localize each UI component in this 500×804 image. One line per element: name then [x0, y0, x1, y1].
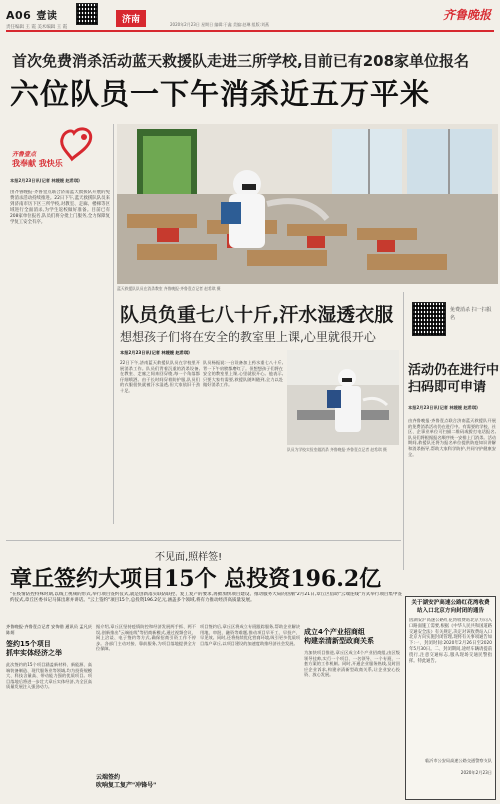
- sidebar-headline: [408, 362, 500, 396]
- lead-body-col1: 由齐鲁晚报·齐鲁壹点联合济南蓝天救援队开展的免费消杀活动持续推进。22日下午,蓝天救援队队员来到济南市历下区三所学校,对教室、走廊、楼梯等区域进行全面消杀,为学生返校做好准备。目前已有208家单位报名,队员们将分批上门服务,全力保障复学复工安全有序。: [10, 190, 110, 225]
- page-number: A06 壹读: [6, 9, 58, 22]
- bottom-col4-sub-line2: 构建亲清新型政商关系: [304, 637, 374, 645]
- lead-photo: [117, 124, 498, 284]
- bottom-col1-sub-line1: 签约15个项目: [6, 640, 51, 648]
- lead-headline: 六位队员一下午消杀近五万平米: [10, 77, 431, 111]
- second-body-b: 队员杨振说:一台设备加上药水重七八十斤,背一下午肩膀都磨红了。但想想孩子们将在安全的教室里上课,心里就很开心。他表示,只要大家有需要,救援队随叫随到,全力以赴做好消杀工作。: [203, 360, 283, 388]
- notice-signer: 临沂市公安局高速公路交通警察支队: [424, 758, 492, 763]
- logo-slogan: 我奉献 我快乐: [12, 159, 63, 168]
- lead-deck: 首次免费消杀活动蓝天救援队走进三所学校,目前已有208家单位报名: [12, 52, 470, 70]
- sidebar-byline: 本报2月23日讯(记者 林媛媛 赵希琪): [408, 405, 478, 410]
- bottom-kicker: 不见面,照样签!: [155, 552, 223, 563]
- campaign-logo: [10, 125, 110, 175]
- notice-date: 2020年2月23日: [460, 770, 492, 775]
- column-divider: [113, 124, 114, 524]
- bottom-col1-sub-line2: 抓牢实体经济之举: [6, 649, 62, 657]
- bottom-col2-sub-line2: 吹响复工复产"冲锋号": [96, 782, 157, 789]
- bottom-col3-body: 项目签约后,章丘区将成立专班跟踪服务,帮助企业解决用地、审批、融资等难题,推动项目早开工、早投产、早见效。同时,还将持续优化营商环境,吸引更多优质项目落户章丘,以项目建设的加速度助推经济社会发展。: [200, 624, 300, 646]
- lab-photo: [287, 350, 399, 445]
- traffic-notice: [405, 596, 496, 800]
- sidebar-divider: [403, 292, 404, 570]
- date-line: 2020年2月23日 星期日 编辑:于鑫 美编:赵琳 组版:刘燕: [170, 22, 269, 27]
- page-header: [6, 4, 67, 30]
- qr-code-icon: [76, 3, 98, 25]
- bottom-col2-body: 据介绍,章丘区坚持疫情防控和经济发展两手抓、两不误,创新推出"云端连线"等招商新模式,通过视频会议、网上洽谈、电子签约等方式,确保招商引资工作不停步。各部门主动对接、靠前服务,为项目落地提供全方位保障。: [96, 624, 196, 652]
- second-body-a: 22日下午,济南蓝天救援队队员在学校里开展消杀工作。队员们背着沉重的消杀设备,在教室、走廊之间来回穿梭,每一个角落都仔细喷洒。由于长时间穿着防护服,队员们的衣服很快就被汗水湿透,但大家依旧干劲十足。: [120, 360, 200, 393]
- sidebar-body: 由齐鲁晚报·齐鲁壹点联合济南蓝天救援队开展的免费消杀活动仍在进行中。有需要的学校、社区、企事业单位可扫描二维码或拨打电话报名,队员们将根据报名顺序统一安排上门消杀。活动期间,救援队还将为报名单位提供防疫知识讲解和消杀指导,帮助大家科学防护,共同守护健康安全。: [408, 418, 496, 457]
- second-photo-caption: 队员为学校实验室做消杀 齐鲁晚报·齐鲁壹点记者 赵希琪 摄: [287, 447, 387, 452]
- bottom-rule: [6, 540, 401, 541]
- bottom-intro: "在疫情防控特殊时期,以线上视频的形式,举行项目签约仪式,就是创新落实联防联控、复工复产的要求,再掀加快项目建设、推动服务大局的热潮"2月21日,章丘区借助"云端连线"方式举行项目集中签约仪式,章丘区委书记马俫出席并讲话。"云上签约"项目15个,总投资196.2亿元,涵盖多个领域,将有力推动经济高质量发展。: [10, 592, 402, 603]
- bottom-col4-sub: [304, 628, 400, 646]
- lead-byline: 本报2月23日讯(记者 林媛媛 赵希琪): [10, 178, 80, 183]
- bottom-headline: 章丘签约大项目15个 总投资196.2亿: [10, 566, 382, 592]
- second-deck: 想想孩子们将在安全的教室里上课,心里就很开心: [120, 330, 376, 344]
- notice-body: 因湖安沪高速公路红花湾收费站北京方向入口路面施工需要,根据《中华人民共和国道路交通安全法》有关规定,决定对该收费站入口北京方向实施封闭管理,现将有关事项通告如下:一、封闭时间:2020年2月26日至2020年5月30日。二、封闭期间,途经车辆请提前绕行,注意交通标志,服从现场交通民警指挥。特此通告。: [409, 618, 492, 664]
- second-byline: 本报2月23日讯(记者 林媛媛 赵希琪): [120, 350, 190, 355]
- bottom-col1-body: 此次签约的15个项目涵盖新材料、新能源、高端装备制造、现代服务业等领域,均为投资规模大、科技含量高、带动能力强的优质项目。项目落地后将进一步壮大章丘实体经济,为全区高质量发展注入强劲动力。: [6, 662, 92, 690]
- masthead: 齐鲁晚报: [443, 8, 492, 22]
- header-rule: [6, 30, 494, 32]
- editor-line: 责任编辑 王 霞 美术编辑 王 霞: [6, 25, 68, 30]
- classroom-photo: [117, 124, 498, 284]
- bottom-col2-sub: [96, 774, 196, 790]
- bottom-col2-sub-line1: 云端签约: [96, 774, 121, 781]
- bottom-col4-body: 为加快项目推进,章丘区成立4个产业招商组,由区级领导挂帅,实行一个项目、一名领导、一个专班、一套方案的工作机制。同时,开通企业服务热线,及时回应企业诉求,构建亲清新型政商关系,让企业安心投资、放心发展。: [304, 650, 400, 678]
- notice-title: 关于湖安沪高速公路红花湾收费站入口北京方向封闭的通告: [411, 600, 490, 614]
- section-tab: 济南: [116, 10, 146, 27]
- sidebar-headline-2: 扫码即可申请: [408, 380, 487, 395]
- qr-note: 免费消杀 扫一扫报名: [450, 307, 492, 321]
- sidebar-headline-1: 活动仍在进行中: [408, 363, 500, 378]
- bottom-col4-sub-line1: 成立4个产业招商组: [304, 628, 365, 636]
- signup-qr-code-icon[interactable]: [412, 302, 446, 336]
- lead-photo-caption: 蓝天救援队队员在消杀教室 齐鲁晚报·齐鲁壹点记者 赵希琪 摄: [117, 286, 221, 291]
- second-photo: [287, 350, 399, 445]
- bottom-col1-sub: [6, 640, 92, 658]
- bottom-byline: 齐鲁晚报·齐鲁壹点记者 安恂借 通讯员 孟凡庆 陈炳: [6, 624, 92, 635]
- logo-name: 齐鲁壹点: [12, 151, 37, 158]
- second-headline: 队员负重七八十斤,汗水湿透衣服: [120, 304, 394, 326]
